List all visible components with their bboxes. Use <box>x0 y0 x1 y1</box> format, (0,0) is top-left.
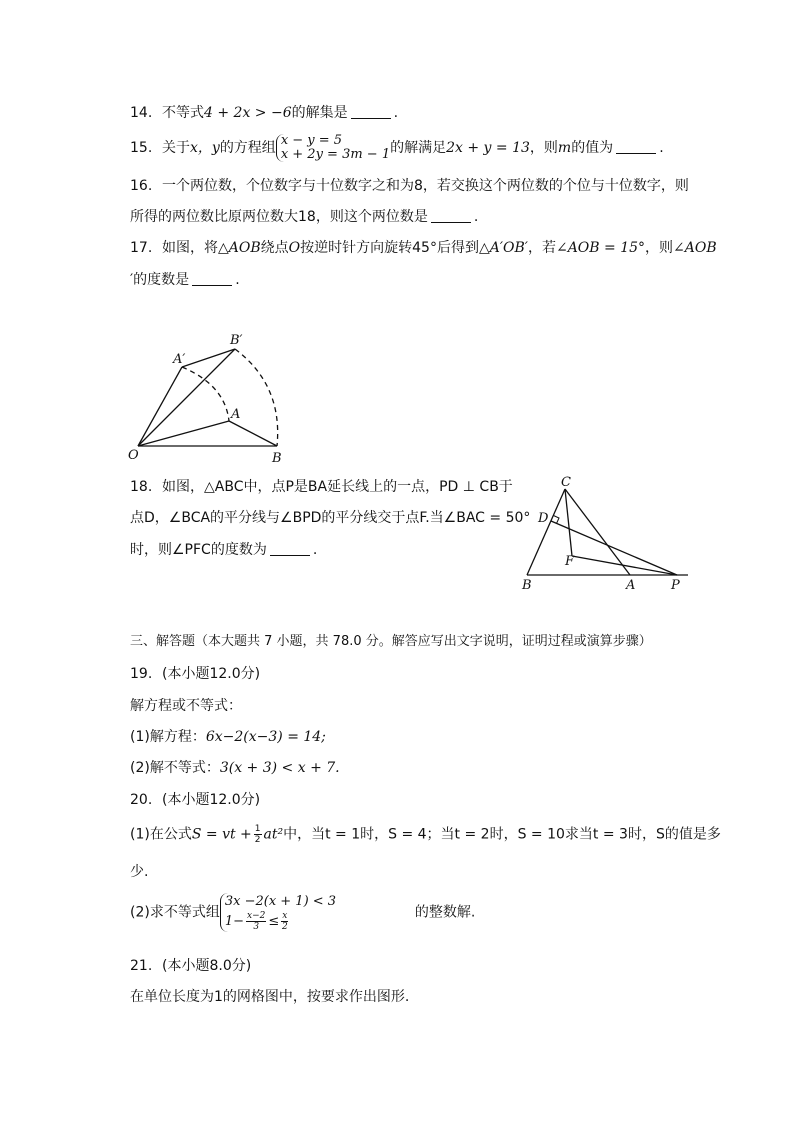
math-expression: 4 + 2x > −6 <box>204 105 292 121</box>
segment-CA <box>565 489 630 575</box>
question-text: ，若 <box>527 240 556 256</box>
math-expression: 3(x + 3) < x + 7. <box>219 760 340 776</box>
question-number: 20. <box>130 792 153 808</box>
question-19-part-1 <box>130 727 326 747</box>
math-condition: 2x + y = 13 <box>446 140 530 156</box>
label-A: A <box>231 407 241 422</box>
question-20-header <box>130 790 260 810</box>
math-angle: ∠AOB = 15° <box>555 240 646 256</box>
question-text: 一个两位数，个位数字与十位数字之和为8，若交换这个两位数的个位与十位数字，则 <box>162 178 689 194</box>
question-19-header <box>130 664 260 684</box>
question-text: 绕点 <box>260 240 289 256</box>
question-18-line-1 <box>130 477 513 497</box>
fraction-denominator: 2 <box>281 922 288 932</box>
math-triangle: △AOB <box>218 240 261 256</box>
math-var-m: m <box>557 140 572 156</box>
equation-system <box>276 134 390 162</box>
question-end: . <box>393 105 399 121</box>
question-text: ，则 <box>645 240 674 256</box>
inequality-2 <box>225 911 415 932</box>
answer-blank[interactable] <box>351 104 391 119</box>
question-text: 的解集是 <box>291 105 348 121</box>
rotation-figure <box>125 330 295 465</box>
question-text: 的方程组 <box>219 140 276 156</box>
segment-OA1 <box>138 367 182 446</box>
question-20-part-1 <box>130 824 721 845</box>
label-B: B <box>522 578 532 593</box>
label-P: P <box>671 578 680 593</box>
question-text: 的整数解. <box>414 904 476 921</box>
question-number: 15. <box>130 140 153 156</box>
question-number: 21. <box>130 958 153 974</box>
math-formula: S = vt + <box>191 826 252 843</box>
fraction-numerator: 1 <box>254 824 261 834</box>
math-vars: x，y <box>190 140 220 156</box>
label-B-prime: B′ <box>230 333 243 348</box>
segment-BC <box>527 489 565 575</box>
question-21-text: 在单位长度为1的网格图中，按要求作出图形. <box>130 989 410 1005</box>
segment-OA <box>138 421 229 446</box>
question-14 <box>130 103 398 123</box>
question-text: 的解满足 <box>390 140 447 156</box>
question-text: 关于 <box>162 140 190 156</box>
fraction-denominator: 3 <box>253 922 260 932</box>
fraction <box>281 911 288 932</box>
question-text: 不等式 <box>162 105 204 121</box>
question-text: 按逆时针方向旋转45°后得到 <box>300 240 479 256</box>
answer-blank[interactable] <box>616 139 656 154</box>
math-term: 1− <box>224 914 245 929</box>
label-A-prime: A′ <box>173 352 186 367</box>
question-text: 所得的两位数比原两位数大18，则这个两位数是 <box>130 209 428 225</box>
segment-AB <box>229 421 277 446</box>
answer-blank[interactable] <box>192 271 232 286</box>
question-19-part-2 <box>130 758 340 778</box>
fraction-numerator: x−2 <box>247 911 266 921</box>
question-15 <box>130 134 664 162</box>
question-17-line-1 <box>130 238 717 258</box>
segment-OB1 <box>138 349 235 446</box>
math-expression: 6x−2(x−3) = 14; <box>205 729 326 745</box>
question-score: (本小题12.0分) <box>162 666 261 682</box>
question-16-line-2 <box>130 207 478 227</box>
question-score: (本小题8.0分) <box>162 958 252 974</box>
fraction-denominator: 2 <box>254 835 261 845</box>
question-19-intro: 解方程或不等式： <box>130 698 242 714</box>
fraction-half <box>254 824 262 845</box>
question-end: . <box>235 272 240 288</box>
inequality-system <box>220 893 415 932</box>
label-C: C <box>561 475 571 490</box>
question-text: 如图，将 <box>162 240 218 256</box>
question-18-line-3 <box>130 540 317 560</box>
math-point: O <box>288 240 301 256</box>
question-number: 18. <box>130 479 153 495</box>
question-20-part-2 <box>130 893 475 939</box>
math-formula: at² <box>263 826 284 843</box>
question-text: (1)在公式 <box>130 826 192 843</box>
math-angle: ∠AOB <box>673 240 717 256</box>
question-text: (2)解不等式： <box>130 760 220 776</box>
math-operator: ≤ <box>268 914 280 929</box>
question-number: 14. <box>130 105 153 121</box>
label-B: B <box>272 451 282 465</box>
question-20-part-1-cont: 少. <box>130 864 149 880</box>
question-21-header <box>130 956 251 976</box>
segment-A1B1 <box>182 349 235 367</box>
arc-A-to-A1 <box>182 367 229 421</box>
bisector-PF <box>572 556 677 575</box>
equation-2: x + 2y = 3m − 1 <box>280 147 391 162</box>
answer-blank[interactable] <box>270 541 310 556</box>
question-text: (2)求不等式组 <box>130 904 220 921</box>
question-text: (1)解方程： <box>130 729 206 745</box>
label-A: A <box>626 578 636 593</box>
question-text: 的值为 <box>571 140 614 156</box>
question-number: 16. <box>130 178 153 194</box>
fraction-numerator: x <box>282 911 288 921</box>
bisector-CF <box>565 489 572 556</box>
question-text: ′的度数是 <box>130 272 190 288</box>
label-O: O <box>128 448 139 463</box>
question-17-line-2 <box>130 270 240 290</box>
arc-B-to-B1 <box>235 349 278 446</box>
question-text: ，则 <box>529 140 558 156</box>
question-end: . <box>659 140 664 156</box>
label-D: D <box>538 511 549 526</box>
math-triangle: △A′OB′ <box>478 240 528 256</box>
question-end: . <box>312 542 318 558</box>
question-number: 17. <box>130 240 153 256</box>
fraction <box>246 911 266 932</box>
question-16-line-1 <box>130 176 689 196</box>
question-number: 19. <box>130 666 153 682</box>
section-title: 三、解答题（本大题共 7 小题，共 78.0 分。解答应写出文字说明，证明过程或演算步骤） <box>130 634 652 649</box>
triangle-figure <box>515 472 695 594</box>
question-end: . <box>473 209 479 225</box>
equation-1: x − y = 5 <box>280 133 343 148</box>
question-score: (本小题12.0分) <box>162 792 261 808</box>
label-F: F <box>565 554 575 569</box>
question-18-line-2 <box>130 508 530 528</box>
question-text: 时，则∠PFC的度数为 <box>130 542 267 558</box>
question-text: 如图，△ABC中，点P是BA延长线上的一点，PD ⊥ CB于 <box>162 479 513 495</box>
question-text: 中，当t = 1时，S = 4；当t = 2时，S = 10求当t = 3时，S的值是多 <box>283 826 721 843</box>
question-text: 点D，∠BCA的平分线与∠BPD的平分线交于点F.当∠BAC = 50° <box>130 510 531 526</box>
answer-blank[interactable] <box>431 208 471 223</box>
inequality-1: 3x −2(x + 1) < 3 <box>224 894 337 909</box>
